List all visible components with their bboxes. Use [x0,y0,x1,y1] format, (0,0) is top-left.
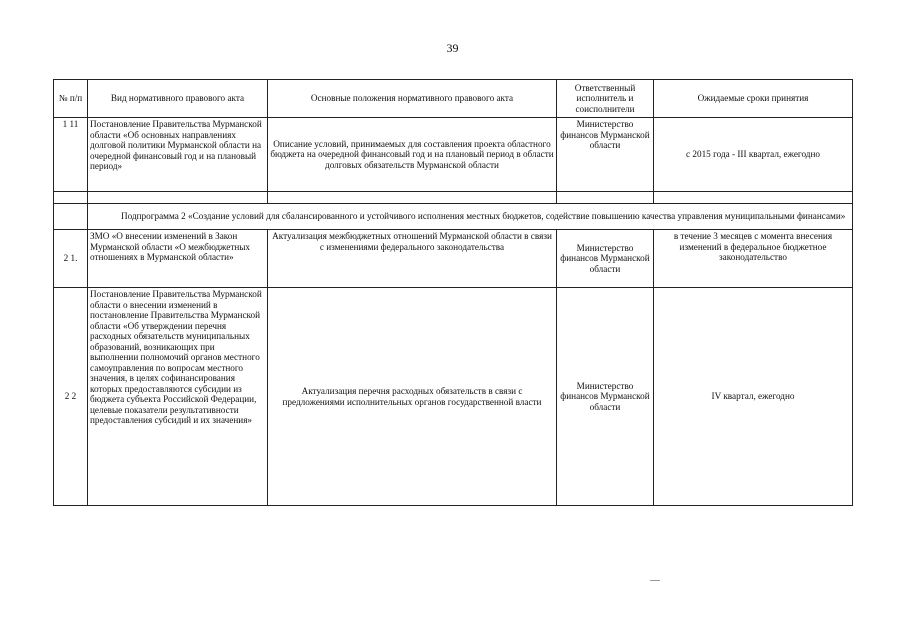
legal-acts-table [53,79,853,506]
row-act-type: Постановление Правительства Мурманской области «Об основных направлениях долговой политики Мурманской области на очередной финансовый год и на плановый период» [88,118,268,192]
row-num: 1 11 [54,118,88,192]
page-number: 39 [446,41,459,55]
header-num: № п/п [54,80,88,118]
row-act-type: Постановление Правительства Мурманской области о внесении изменений в постановление Правительства Мурманской области «Об утверждении перечня расходных обязательств муниципальных образований, возникающих при выполнении полномочий органов местного самоуправления по вопросам местного значения, в целях софинансирования которых предоставляются субсидии из бюджета субъекта Российской Федерации, целевые показатели результативности предоставления субсидий и их значения» [88,288,268,506]
subprogram-title: Подпрограмма 2 «Создание условий для сбалансированного и устойчивого исполнения местных бюджетов, содействие повышению качества управления муниципальными финансами» [88,204,853,230]
row-terms: IV квартал, ежегодно [654,288,853,506]
scan-mark [650,580,660,581]
row-terms: в течение 3 месяцев с момента внесения изменений в федеральное бюджетное законодательство [654,230,853,288]
spacer-row [54,192,853,204]
header-terms: Ожидаемые сроки принятия [654,80,853,118]
row-num: 2 2 [54,288,88,506]
row-provisions: Актуализация перечня расходных обязательств в связи с предложениями исполнительных органов государственной власти [268,288,557,506]
row-num: 2 1. [54,230,88,288]
header-act-type: Вид нормативного правового акта [88,80,268,118]
row-terms: с 2015 года - III квартал, ежегодно [654,118,853,192]
header-executor: Ответственный исполнитель и соисполнители [557,80,654,118]
header-provisions: Основные положения нормативного правового акта [268,80,557,118]
table-row [54,288,853,506]
row-provisions: Описание условий, принимаемых для составления проекта областного бюджета на очередной финансовый год и на плановый период в области долговых обязательств Мурманской области [268,118,557,192]
row-executor: Министерство финансов Мурманской области [557,230,654,288]
table-header-row [54,80,853,118]
row-executor: Министерство финансов Мурманской области [557,118,654,192]
row-executor: Министерство финансов Мурманской области [557,288,654,506]
subprogram-row [54,204,853,230]
row-act-type: ЗМО «О внесении изменений в Закон Мурманской области «О межбюджетных отношениях в Мурманской области» [88,230,268,288]
table-row [54,230,853,288]
table-row [54,118,853,192]
row-provisions: Актуализация межбюджетных отношений Мурманской области в связи с изменениями федерального законодательства [268,230,557,288]
